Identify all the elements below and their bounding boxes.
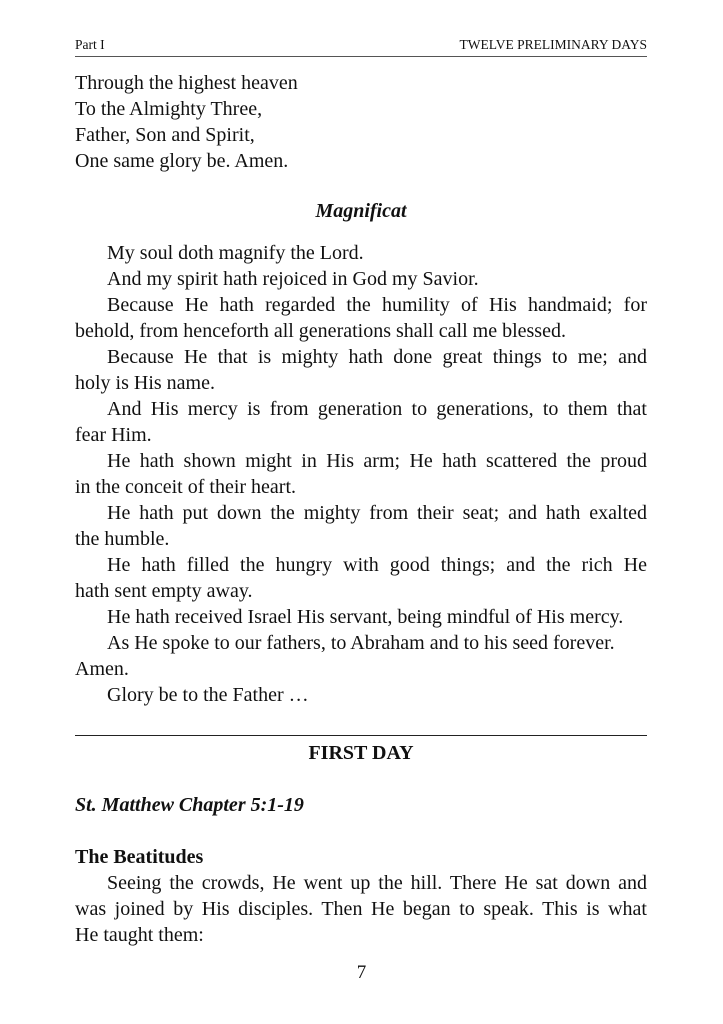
- hymn-line: To the Almighty Three,: [75, 98, 263, 120]
- page-number: 7: [356, 962, 367, 983]
- magnificat-line: And my spirit hath rejoiced in God my Savior.: [107, 268, 479, 290]
- section-title: The Beatitudes: [75, 846, 204, 868]
- magnificat-line: As He spoke to our fathers, to Abraham and to his seed forever.: [107, 632, 615, 654]
- magnificat-line: fear Him.: [75, 424, 152, 446]
- magnificat-line: Because He hath regarded the humility of His handmaid; for: [107, 294, 647, 316]
- section-divider: [75, 735, 647, 736]
- beatitudes-text: [75, 870, 647, 948]
- magnificat-line: holy is His name.: [75, 372, 215, 394]
- hymn-ending: [75, 70, 647, 174]
- magnificat-title: Magnificat: [315, 200, 407, 222]
- body-line: Seeing the crowds, He went up the hill. There He sat down and: [107, 872, 647, 894]
- magnificat-line: And His mercy is from generation to generations, to them that: [107, 398, 647, 420]
- hymn-line: Father, Son and Spirit,: [75, 124, 255, 146]
- magnificat-line: the humble.: [75, 528, 170, 550]
- hymn-line: Through the highest heaven: [75, 72, 298, 94]
- reading-reference: St. Matthew Chapter 5:1-19: [75, 794, 304, 816]
- magnificat-line: He hath put down the mighty from their seat; and hath exalted: [107, 502, 647, 524]
- magnificat-line: Glory be to the Father …: [107, 684, 309, 706]
- magnificat-line: He hath filled the hungry with good things; and the rich He: [107, 554, 647, 576]
- hymn-line: One same glory be. Amen.: [75, 150, 289, 172]
- magnificat-line: My soul doth magnify the Lord.: [107, 242, 364, 264]
- magnificat-line: He hath shown might in His arm; He hath scattered the proud: [107, 450, 647, 472]
- running-header: [75, 37, 647, 57]
- body-line: He taught them:: [75, 924, 204, 946]
- magnificat-text: [75, 240, 647, 708]
- magnificat-line: Amen.: [75, 658, 129, 680]
- running-header-part: Part I: [75, 37, 105, 52]
- body-line: was joined by His disciples. Then He began to speak. This is what: [75, 898, 647, 920]
- day-heading: FIRST DAY: [308, 742, 414, 764]
- magnificat-line: Because He that is mighty hath done great things to me; and: [107, 346, 647, 368]
- magnificat-line: behold, from henceforth all generations shall call me blessed.: [75, 320, 566, 342]
- magnificat-line: in the conceit of their heart.: [75, 476, 297, 498]
- magnificat-line: hath sent empty away.: [75, 580, 253, 602]
- magnificat-line: He hath received Israel His servant, being mindful of His mercy.: [107, 606, 624, 628]
- running-header-title: TWELVE PRELIMINARY DAYS: [459, 37, 647, 52]
